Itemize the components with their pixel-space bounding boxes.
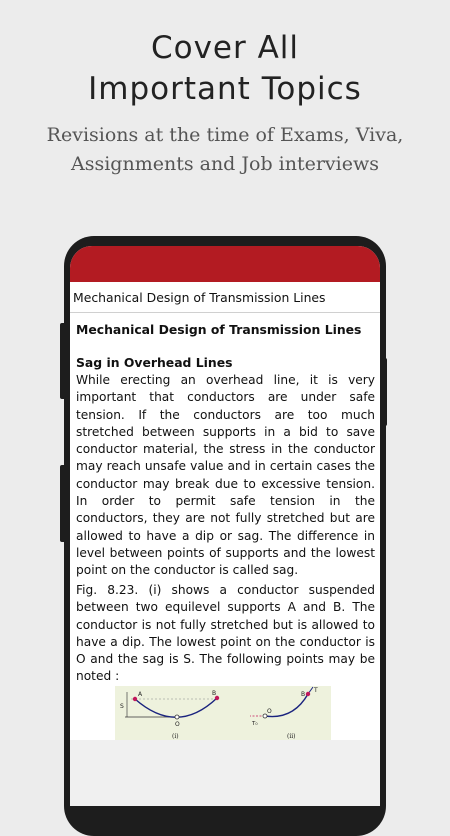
lowest-point-o: [175, 715, 179, 719]
label-a: A: [138, 691, 143, 698]
body-paragraph-2: Fig. 8.23. (i) shows a conductor suspended between two equilevel supports A and B. The conductor is not fully stretched but is allowed to have a dip. The lowest point on the conductor is O and the sag is S. The following points may be noted :: [76, 583, 375, 684]
conductor-curve-left: [135, 698, 217, 717]
label-t0: T₀: [252, 721, 258, 727]
support-a-point: [133, 697, 137, 701]
phone-screen: [70, 246, 380, 806]
phone-volume-button: [60, 323, 66, 399]
title-divider: [70, 312, 380, 313]
caption-i: (i): [172, 733, 179, 740]
document-title: Mechanical Design of Transmission Lines: [73, 290, 326, 305]
label-b: B: [212, 690, 217, 697]
section-title: Mechanical Design of Transmission Lines: [76, 322, 362, 337]
support-b-point-right: [306, 692, 310, 696]
subsection-title: Sag in Overhead Lines: [76, 355, 233, 370]
phone-side-button: [60, 465, 66, 542]
bottom-bar: [70, 740, 380, 806]
label-b-right: B: [301, 691, 306, 698]
promo-headline: [0, 28, 450, 110]
label-s: S: [120, 703, 124, 710]
caption-ii: (ii): [287, 733, 296, 740]
label-t: T: [314, 687, 318, 694]
app-bar: [70, 246, 380, 282]
promo-subhead: [0, 121, 450, 179]
subhead-line-2: Assignments and Job interviews: [71, 153, 379, 175]
label-o: O: [175, 721, 180, 728]
sag-figure: [115, 686, 331, 742]
label-o-right: O: [267, 708, 272, 715]
phone-power-button: [381, 358, 387, 426]
subhead-line-1: Revisions at the time of Exams, Viva,: [46, 124, 404, 146]
sag-figure-drawing: [115, 686, 331, 742]
body-paragraph-1: While erecting an overhead line, it is very important that conductors are under safe tension. If the conductors are too much stretched between supports in a bid to save conductor material, the stress in the conductor may reach unsafe value and in certain cases the conductor may break due to excessive tension. In order to permit safe tension in the conductors, they are not fully stretched but are allowed to have a dip or sag. The difference in level between points of supports and the lowest point on the conductor is called sag.: [76, 373, 375, 578]
headline-line-2: Important Topics: [88, 71, 362, 107]
headline-line-1: Cover All: [150, 30, 300, 66]
